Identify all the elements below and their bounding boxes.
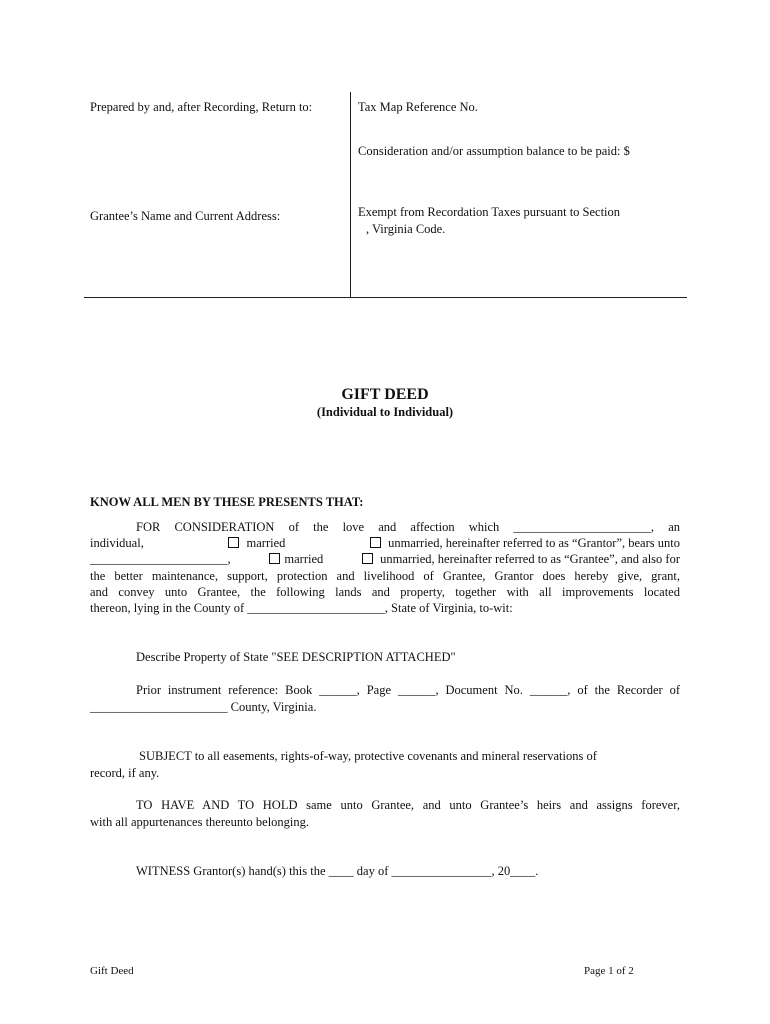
footer-doc-name: Gift Deed bbox=[90, 965, 134, 977]
grantee-address-label: Grantee’s Name and Current Address: bbox=[90, 209, 281, 223]
grantee-unmarried-option bbox=[358, 552, 680, 567]
document-subtitle: (Individual to Individual) bbox=[316, 405, 454, 419]
grantor-married-label: married bbox=[246, 536, 286, 550]
consideration-label: Consideration and/or assumption balance to be paid: $ bbox=[358, 144, 630, 158]
witness-line: WITNESS Grantor(s) hand(s) this the ____ day of ________________, 20____. bbox=[136, 864, 539, 878]
consideration-paragraph-line2 bbox=[90, 536, 680, 551]
consideration-paragraph-line3 bbox=[90, 552, 680, 567]
subject-line2: record, if any. bbox=[90, 766, 160, 780]
to-have-line1: TO HAVE AND TO HOLD same unto Grantee, and unto Grantee’s heirs and assigns forever, bbox=[136, 798, 680, 812]
header-vertical-divider bbox=[350, 92, 351, 298]
header-horizontal-divider bbox=[84, 297, 687, 298]
grantee-married-option bbox=[265, 552, 323, 567]
consideration-paragraph-line1: FOR CONSIDERATION of the love and affection which ______________________, an bbox=[136, 520, 680, 534]
know-all-heading: KNOW ALL MEN BY THESE PRESENTS THAT: bbox=[90, 495, 364, 509]
to-have-line2: with all appurtenances thereunto belonging. bbox=[90, 815, 310, 829]
subject-line1: SUBJECT to all easements, rights-of-way, protective covenants and mineral reservations of bbox=[139, 749, 597, 763]
consideration-paragraph-line6: thereon, lying in the County of ______________________, State of Virginia, to-wit: bbox=[90, 601, 513, 615]
consideration-paragraph-line4: the better maintenance, support, protection and livelihood of Grantee, Grantor does hereby give, grant, bbox=[90, 569, 680, 583]
grantor-unmarried-text: unmarried, hereinafter referred to as “Grantor”, bears unto bbox=[388, 536, 680, 550]
grantor-unmarried-checkbox[interactable] bbox=[370, 537, 381, 548]
individual-text: individual, bbox=[90, 536, 144, 550]
prior-instrument-line1: Prior instrument reference: Book ______, Page ______, Document No. ______, of the Recorder of bbox=[136, 683, 680, 697]
prepared-by-label: Prepared by and, after Recording, Return to: bbox=[90, 100, 313, 114]
grantee-unmarried-checkbox[interactable] bbox=[362, 553, 373, 564]
exempt-label-line2: , Virginia Code. bbox=[366, 222, 446, 236]
grantee-unmarried-text: unmarried, hereinafter referred to as “Grantee”, and also for bbox=[380, 552, 680, 566]
grantee-married-checkbox[interactable] bbox=[269, 553, 280, 564]
exempt-label-line1: Exempt from Recordation Taxes pursuant to Section bbox=[358, 205, 621, 219]
tax-map-label: Tax Map Reference No. bbox=[358, 100, 478, 114]
grantor-unmarried-option bbox=[366, 536, 680, 551]
grantee-married-label: married bbox=[284, 552, 324, 566]
prior-instrument-line2: ______________________ County, Virginia. bbox=[90, 700, 317, 714]
grantor-married-checkbox[interactable] bbox=[228, 537, 239, 548]
describe-property-text: Describe Property of State "SEE DESCRIPTION ATTACHED" bbox=[136, 650, 456, 664]
consideration-paragraph-line5: and convey unto Grantee, the following lands and property, together with all improvements located bbox=[90, 585, 680, 599]
grantee-blank: ______________________, bbox=[90, 552, 231, 566]
grantor-married-option bbox=[224, 536, 285, 551]
document-title: GIFT DEED bbox=[341, 386, 429, 403]
footer-page-number: Page 1 of 2 bbox=[584, 965, 634, 977]
